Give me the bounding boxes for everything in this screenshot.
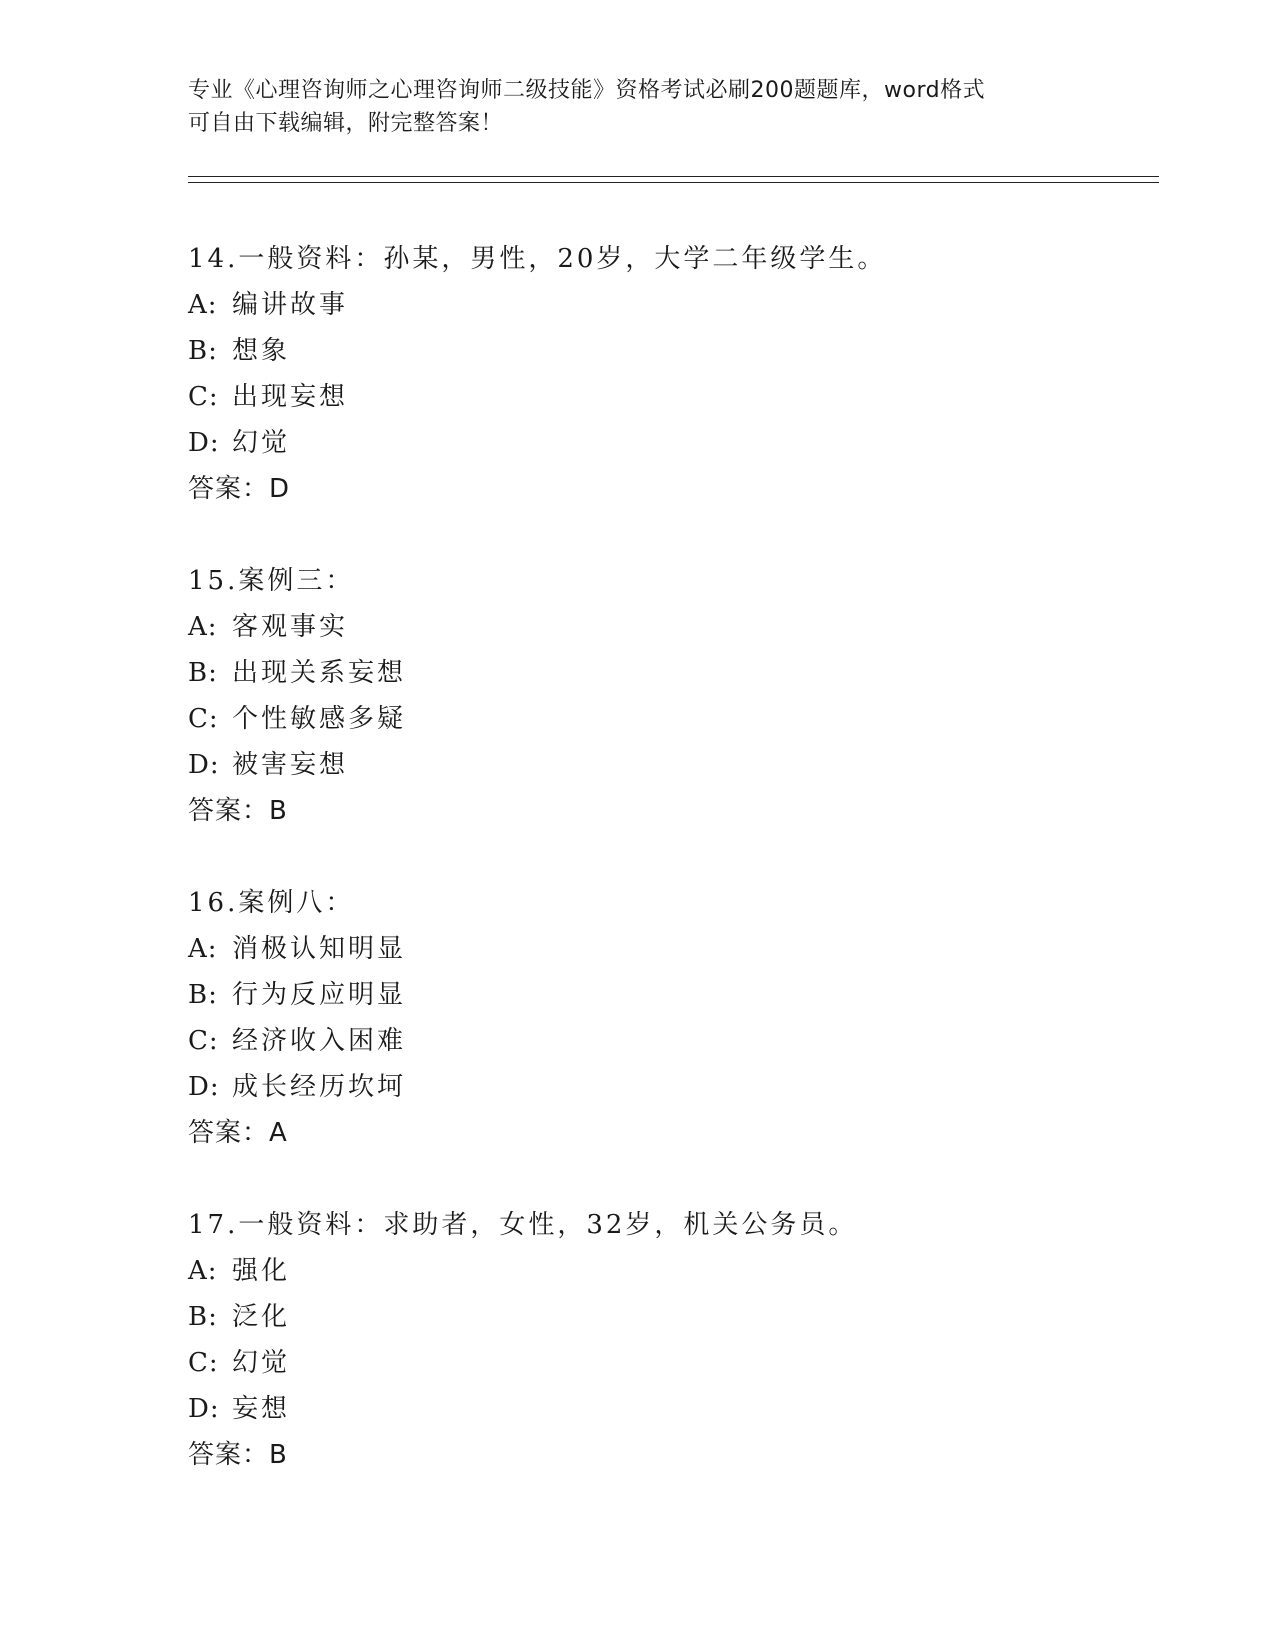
- option-a: [188, 1248, 1148, 1294]
- option-key: B:: [188, 336, 218, 366]
- option-text: 个性敏感多疑: [232, 704, 407, 734]
- option-text: 想象: [232, 336, 291, 366]
- question-list: [188, 236, 1148, 1524]
- header-line-1: 专业《心理咨询师之心理咨询师二级技能》资格考试必刷200题题库，word格式: [188, 78, 986, 103]
- option-key: B:: [188, 980, 218, 1010]
- option-key: A:: [188, 1256, 218, 1286]
- option-text: 幻觉: [232, 1348, 291, 1378]
- option-d: [188, 1386, 1148, 1432]
- option-a: [188, 926, 1148, 972]
- option-text: 客观事实: [232, 612, 349, 642]
- answer-line: 答案：A: [188, 1118, 288, 1148]
- option-d: [188, 1064, 1148, 1110]
- option-key: D:: [188, 1072, 220, 1102]
- option-key: B:: [188, 658, 218, 688]
- option-d: [188, 742, 1148, 788]
- option-text: 幻觉: [232, 428, 291, 458]
- option-c: [188, 696, 1148, 742]
- option-c: [188, 1018, 1148, 1064]
- option-text: 出现妄想: [232, 382, 349, 412]
- header-divider-bottom: [188, 182, 1159, 183]
- option-b: [188, 328, 1148, 374]
- answer-line: 答案：D: [188, 474, 291, 504]
- question-14: [188, 236, 1148, 512]
- question-title: 17.一般资料：求助者，女性，32岁，机关公务员。: [188, 1210, 858, 1240]
- option-b: [188, 650, 1148, 696]
- option-text: 编讲故事: [232, 290, 349, 320]
- option-key: C:: [188, 704, 219, 734]
- question-title: 15.案例三：: [188, 566, 355, 596]
- option-key: D:: [188, 428, 220, 458]
- option-text: 行为反应明显: [232, 980, 407, 1010]
- question-17: [188, 1202, 1148, 1478]
- option-text: 经济收入困难: [232, 1026, 407, 1056]
- option-b: [188, 972, 1148, 1018]
- option-text: 被害妄想: [232, 750, 349, 780]
- option-text: 强化: [232, 1256, 291, 1286]
- option-a: [188, 604, 1148, 650]
- option-c: [188, 1340, 1148, 1386]
- option-key: C:: [188, 1348, 219, 1378]
- question-title: 16.案例八：: [188, 888, 355, 918]
- option-text: 消极认知明显: [232, 934, 407, 964]
- option-a: [188, 282, 1148, 328]
- question-title: 14.一般资料：孙某，男性，20岁，大学二年级学生。: [188, 244, 887, 274]
- option-text: 出现关系妄想: [232, 658, 407, 688]
- option-key: A:: [188, 612, 218, 642]
- option-b: [188, 1294, 1148, 1340]
- option-text: 成长经历坎坷: [232, 1072, 407, 1102]
- header-line-2: 可自由下载编辑，附完整答案！: [188, 111, 504, 136]
- option-key: A:: [188, 290, 218, 320]
- question-15: [188, 558, 1148, 834]
- option-key: D:: [188, 1394, 220, 1424]
- answer-line: 答案：B: [188, 1440, 288, 1470]
- header-divider-top: [188, 176, 1159, 177]
- option-key: A:: [188, 934, 218, 964]
- option-c: [188, 374, 1148, 420]
- option-d: [188, 420, 1148, 466]
- question-16: [188, 880, 1148, 1156]
- option-text: 泛化: [232, 1302, 291, 1332]
- option-key: B:: [188, 1302, 218, 1332]
- answer-line: 答案：B: [188, 796, 288, 826]
- option-key: C:: [188, 382, 219, 412]
- document-header: [188, 74, 1088, 140]
- option-key: C:: [188, 1026, 219, 1056]
- option-text: 妄想: [232, 1394, 291, 1424]
- option-key: D:: [188, 750, 220, 780]
